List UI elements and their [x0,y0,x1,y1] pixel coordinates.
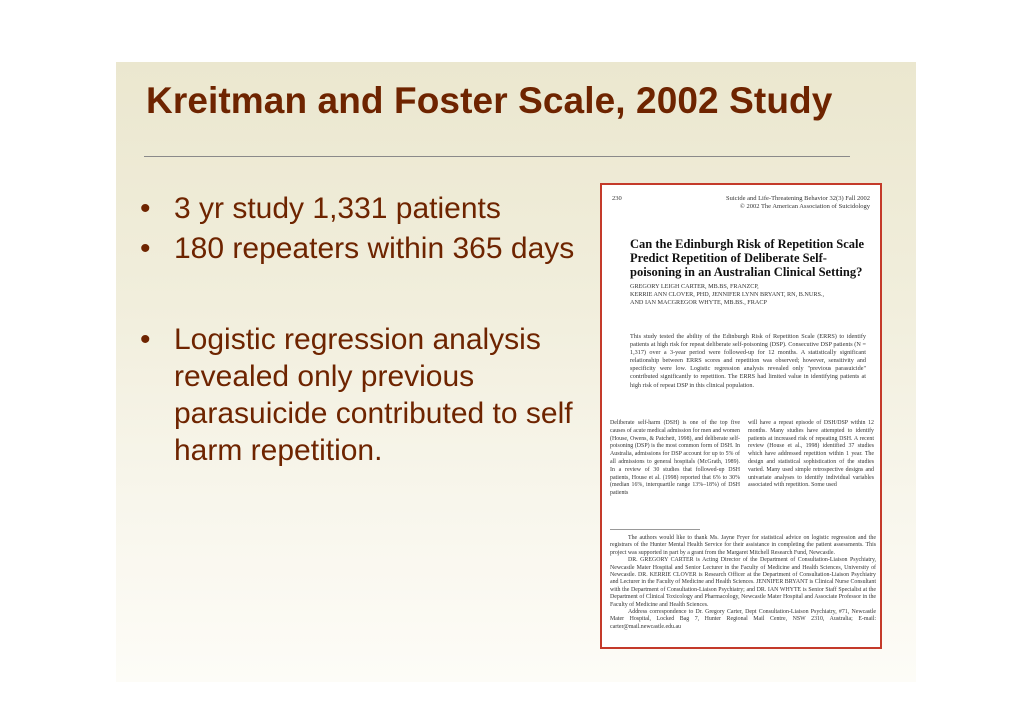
bullet-marker: • [140,323,151,356]
footnote-divider [610,529,700,530]
article-authors [630,283,870,308]
bullet-text: Logistic regression analysis revealed only previous parasuicide contributed to self harm repetition. [174,323,573,467]
bullet-marker: • [140,192,151,225]
bullet-item [140,230,610,267]
journal-name: Suicide and Life-Threatening Behavior 32(3) Fall 2002 [725,195,870,202]
bullet-item [140,190,610,227]
footnote-paragraph: The authors would like to thank Ms. Jayne Fryer for statistical advice on logistic regression and the registrars of the Hunter Mental Health Service for their assistance in completing the patient assessments. This project was supported in part by a grant from the Margaret Mitchell Research Fund, Newcastle. [610,535,876,556]
article-abstract: This study tested the ability of the Edinburgh Risk of Repetition Scale (ERRS) to identify patients at high risk for repeat deliberate self-poisoning (DSP). Consecutive DSP patients (N = 1,317) over a 3-year period were followed-up for 12 months. A statistically significant relationship between ERRS scores and repetition was observed; however, sensitivity and specificity were low. Logistic regression analysis revealed only "previous parasuicide" contributed significantly to repetition. The ERRS had limited value in identifying patients at high risk of repeat DSP in this clinical population. [630,333,866,389]
author-line: KERRIE ANN CLOVER, PHD, JENNIFER LYNN BRYANT, RN, B.NURS., [630,291,825,299]
slide-title: Kreitman and Foster Scale, 2002 Study [146,80,833,121]
bullet-item [140,321,610,469]
footnote-paragraph: DR. GREGORY CARTER is Acting Director of the Department of Consultation-Liaison Psychiatry, Newcastle Mater Hospital and Senior Lecturer in the Faculty of Medicine and Health Sciences, University of Newcastle. DR. KERRIE CLOVER is Research Officer at the Department of Consultation-Liaison Psychiatry and Lecturer in the Faculty of Medicine and Health Sciences. JENNIFER BRYANT is Clinical Nurse Consultant with the Department of Consultation-Liaison Psychiatry; and DR. IAN WHYTE is Senior Staff Specialist at the Department of Clinical Toxicology and Pharmacology, Newcastle Mater Hospital and Associate Professor in the Faculty of Medicine and Health Sciences. [610,557,876,608]
author-line: AND IAN MACGREGOR WHYTE, MB.BS., FRACP [630,299,767,307]
body-column-right: will have a repeat episode of DSH/DSP within 12 months. Many studies have attempted to identify patients at increased risk of repeating DSH. A recent review (House et al., 1998) identified 37 studies which have addressed repetition within 1 year. The design and statistical sophistication of the studies varied. Many used simple retrospective designs and univariate analyses to identify individual variables associated with repetition. Some used [748,420,874,489]
journal-copyright: © 2002 The American Association of Suicidology [739,203,870,210]
author-line: GREGORY LEIGH CARTER, MB.BS, FRANZCP, [630,283,759,290]
journal-article-image [600,183,882,649]
article-footnotes [610,535,876,631]
journal-citation [670,195,870,211]
bullet-text: 180 repeaters within 365 days [174,232,575,265]
body-column-left: Deliberate self-harm (DSH) is one of the top five causes of acute medical admission for men and women (House, Owens, & Patchett, 1998), and deliberate self-poisoning (DSP) is the most common form of DSH. In Australia, admissions for DSP account for up to 5% of all admissions to general hospitals (McGrath, 1989). In a review of 30 studies that followed-up DSH patients, House et al. (1998) reported that 6% to 30% (median 16%, interquartile range 13%–18%) of DSH patients [610,420,740,497]
page-number: 230 [612,195,622,202]
footnote-paragraph: Address correspondence to Dr. Gregory Carter, Dept Consultation-Liaison Psychiatry, #71, Newcastle Mater Hospital, Locked Bag 7, Hunter Regional Mail Centre, NSW 2310, Australia; E-mail: carter@mail.newcastle.edu.au [610,609,876,630]
title-divider [144,156,850,157]
article-title: Can the Edinburgh Risk of Repetition Scale Predict Repetition of Deliberate Self-poisoning in an Australian Clinical Setting? [630,237,865,279]
bullet-text: 3 yr study 1,331 patients [174,192,501,225]
bullet-marker: • [140,232,151,265]
